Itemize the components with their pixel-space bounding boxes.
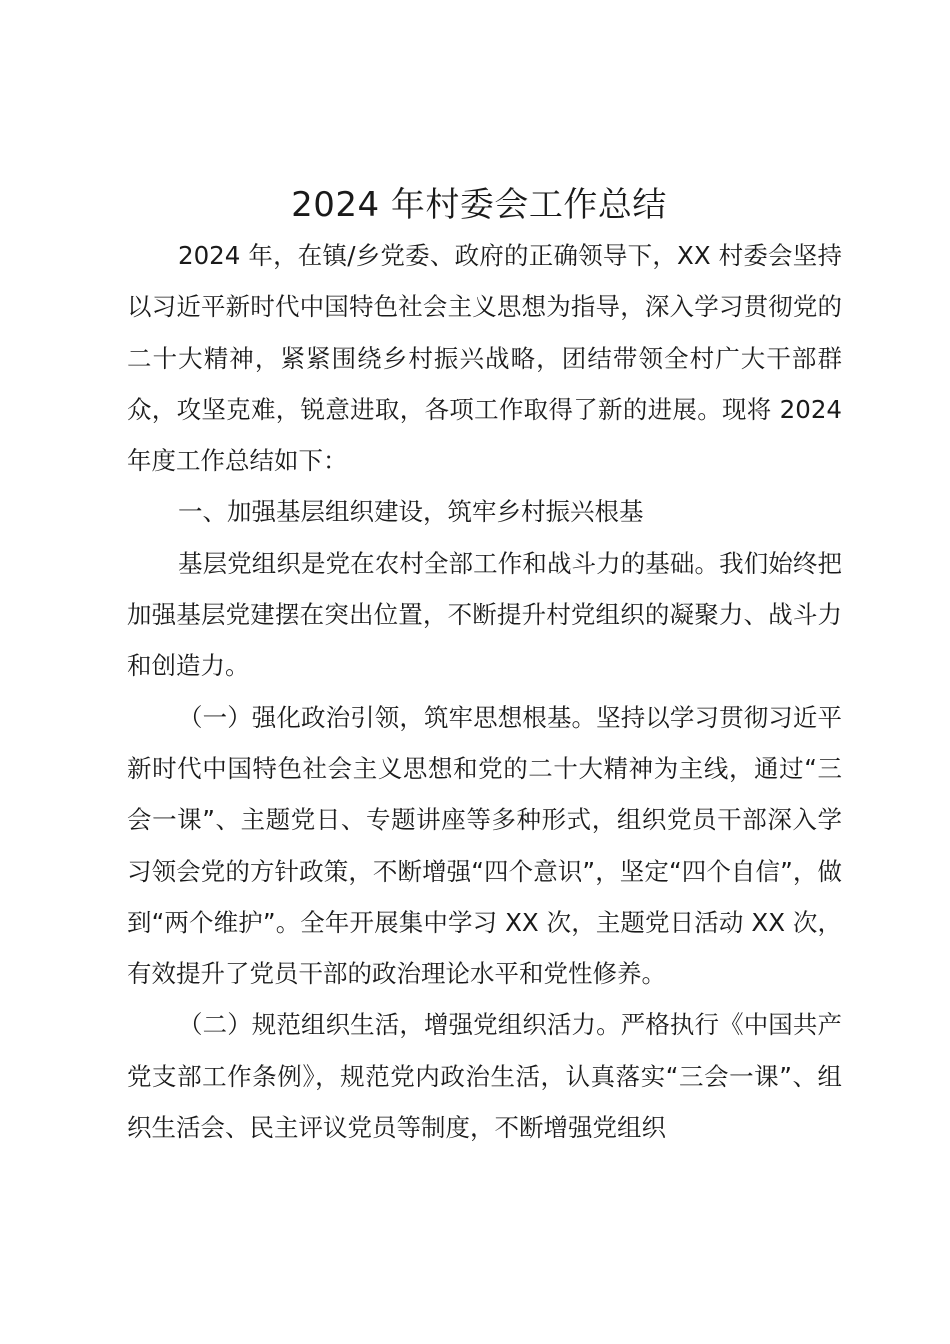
document-body: [127, 230, 842, 1153]
section-heading: 一、加强基层组织建设，筑牢乡村振兴根基: [178, 497, 644, 527]
document-title: 2024 年村委会工作总结: [291, 185, 667, 225]
intro-paragraph: 2024 年，在镇/乡党委、政府的正确领导下，XX 村委会坚持以习近平新时代中国特色社会主义思想为指导，深入学习贯彻党的二十大精神，紧紧围绕乡村振兴战略，团结带领全村广大干部群众，攻坚克难，锐意进取，各项工作取得了新的进展。现将 2024 年度工作总结如下：: [127, 241, 842, 476]
subsection-2-paragraph: （二）规范组织生活，增强党组织活力。严格执行《中国共产党支部工作条例》，规范党内政治生活，认真落实“三会一课”、组织生活会、民主评议党员等制度，不断增强党组织: [127, 1010, 842, 1143]
subsection-1-paragraph: （一）强化政治引领，筑牢思想根基。坚持以学习贯彻习近平新时代中国特色社会主义思想和党的二十大精神为主线，通过“三会一课”、主题党日、专题讲座等多种形式，组织党员干部深入学习领会党的方针政策，不断增强“四个意识”，坚定“四个自信”，做到“两个维护”。全年开展集中学习 XX 次，主题党日活动 XX 次，有效提升了党员干部的政治理论水平和党性修养。: [127, 702, 842, 989]
section-intro-paragraph: 基层党组织是党在农村全部工作和战斗力的基础。我们始终把加强基层党建摆在突出位置，不断提升村党组织的凝聚力、战斗力和创造力。: [127, 548, 842, 681]
